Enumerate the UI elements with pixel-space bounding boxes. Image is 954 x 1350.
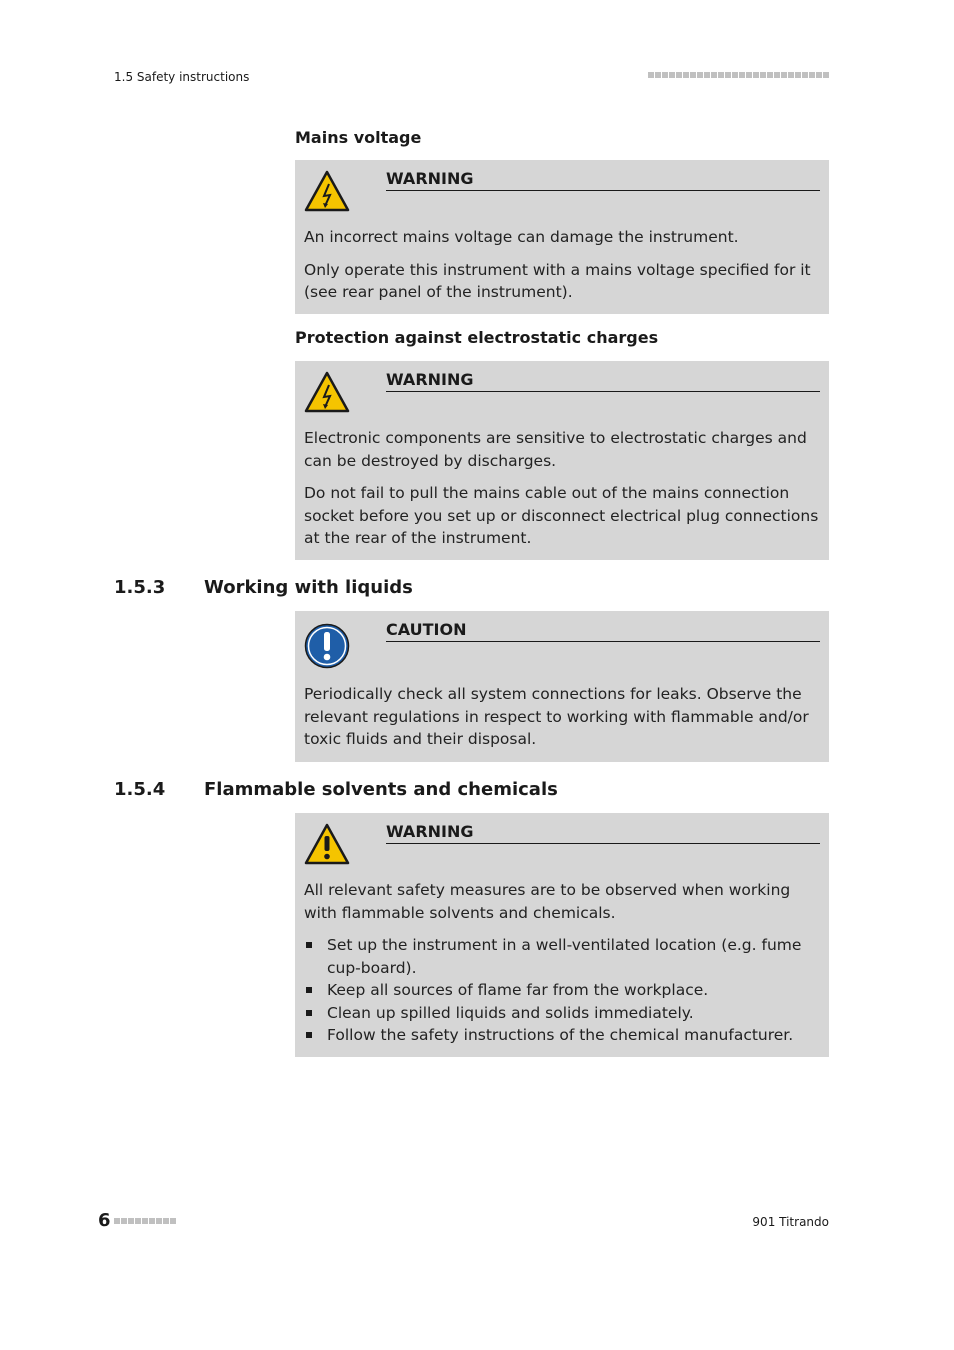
list-item: Set up the instrument in a well-ventilated location (e.g. fume cup-board).: [304, 934, 819, 979]
exclamation-circle-icon: [304, 623, 350, 669]
warning-label: WARNING: [386, 822, 820, 844]
section-title: Flammable solvents and chemicals: [204, 779, 558, 800]
electrical-hazard-icon: [304, 170, 350, 212]
warning-text: An incorrect mains voltage can damage the instrument.: [304, 228, 739, 246]
list-item: Keep all sources of flame far from the workplace.: [304, 979, 819, 1002]
mains-voltage-heading: Mains voltage: [295, 128, 422, 147]
list-item: Clean up spilled liquids and solids immediately.: [304, 1002, 819, 1025]
caution-label: CAUTION: [386, 620, 820, 642]
caution-text: Periodically check all system connections for leaks. Observe the relevant regulations in respect to working with flammable and/or toxic fluids and their disposal.: [304, 685, 809, 748]
footer-decoration: [114, 1218, 176, 1224]
mains-voltage-warning-box: [295, 160, 829, 314]
electrostatic-heading: Protection against electrostatic charges: [295, 328, 659, 347]
list-item: Follow the safety instructions of the chemical manufacturer.: [304, 1024, 819, 1047]
warning-text: Do not fail to pull the mains cable out of the mains connection socket before you set up or disconnect electrical plug connections at the rear of the instrument.: [304, 484, 819, 547]
header-decoration: [648, 72, 829, 78]
section-heading-1-5-3: [114, 577, 413, 598]
warning-text: Only operate this instrument with a mains voltage specified for it (see rear panel of the instrument).: [304, 260, 811, 301]
liquids-caution-box: [295, 611, 829, 762]
section-heading-1-5-4: [114, 779, 558, 800]
running-header-section: 1.5 Safety instructions: [114, 70, 250, 84]
warning-text: All relevant safety measures are to be observed when working with flammable solvents and chemicals.: [304, 881, 791, 922]
warning-label: WARNING: [386, 169, 820, 191]
electrostatic-warning-box: [295, 361, 829, 560]
section-number: 1.5.3: [114, 577, 166, 598]
product-name: 901 Titrando: [752, 1215, 829, 1229]
precaution-list: [304, 934, 819, 1047]
flammable-warning-box: [295, 813, 829, 1057]
warning-text: Electronic components are sensitive to electrostatic charges and can be destroyed by discharges.: [304, 429, 807, 470]
page-number: 6: [98, 1210, 111, 1231]
electrical-hazard-icon: [304, 371, 350, 413]
section-title: Working with liquids: [204, 577, 413, 598]
warning-label: WARNING: [386, 370, 820, 392]
warning-triangle-icon: [304, 823, 350, 865]
section-number: 1.5.4: [114, 779, 166, 800]
